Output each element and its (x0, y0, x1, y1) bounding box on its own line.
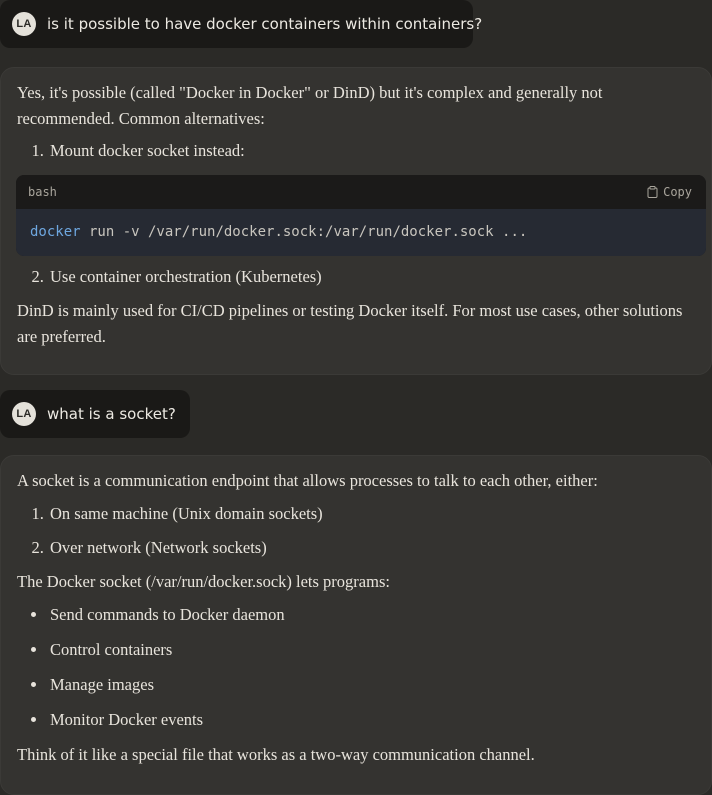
ordered-list (17, 138, 695, 164)
user-avatar[interactable]: LA (12, 12, 36, 36)
assistant-message (0, 455, 712, 795)
list-item: • Send commands to Docker daemon (48, 602, 695, 628)
clipboard-icon (647, 186, 658, 198)
copy-label: Copy (663, 185, 692, 199)
user-message-text: is it possible to have docker containers within containers? (47, 15, 483, 33)
ordered-list (17, 501, 695, 561)
code-block (16, 175, 706, 256)
assistant-paragraph: DinD is mainly used for CI/CD pipelines or testing Docker itself. For most use cases, other solutions are preferred. (17, 301, 683, 346)
code-header (16, 175, 706, 209)
list-item: 2. Use container orchestration (Kubernetes) (48, 264, 695, 290)
list-item: • Manage images (48, 672, 695, 698)
list-item: 2. Over network (Network sockets) (48, 535, 695, 561)
list-item: 1. On same machine (Unix domain sockets) (48, 501, 695, 527)
list-item: • Monitor Docker events (48, 707, 695, 733)
user-avatar[interactable]: LA (12, 402, 36, 426)
code-content[interactable] (16, 209, 706, 256)
copy-button[interactable] (647, 179, 692, 205)
list-item: 1. Mount docker socket instead: (48, 138, 695, 164)
assistant-paragraph: Yes, it's possible (called "Docker in Docker" or DinD) but it's complex and generally not recommended. Common alternatives: (17, 83, 603, 128)
user-message (0, 0, 483, 48)
user-message-text: what is a socket? (47, 405, 176, 423)
code-language-label: bash (28, 185, 57, 199)
ordered-list (17, 264, 695, 290)
assistant-paragraph: Think of it like a special file that works as a two-way communication channel. (17, 745, 535, 764)
user-message (0, 390, 190, 438)
code-command: docker (30, 224, 81, 240)
assistant-paragraph: A socket is a communication endpoint that allows processes to talk to each other, either: (17, 471, 598, 490)
assistant-paragraph: The Docker socket (/var/run/docker.sock) lets programs: (17, 572, 390, 591)
list-item: • Control containers (48, 637, 695, 663)
code-args: run -v /var/run/docker.sock:/var/run/docker.sock ... (80, 224, 528, 240)
bullet-list (17, 602, 695, 733)
assistant-message (0, 67, 712, 375)
